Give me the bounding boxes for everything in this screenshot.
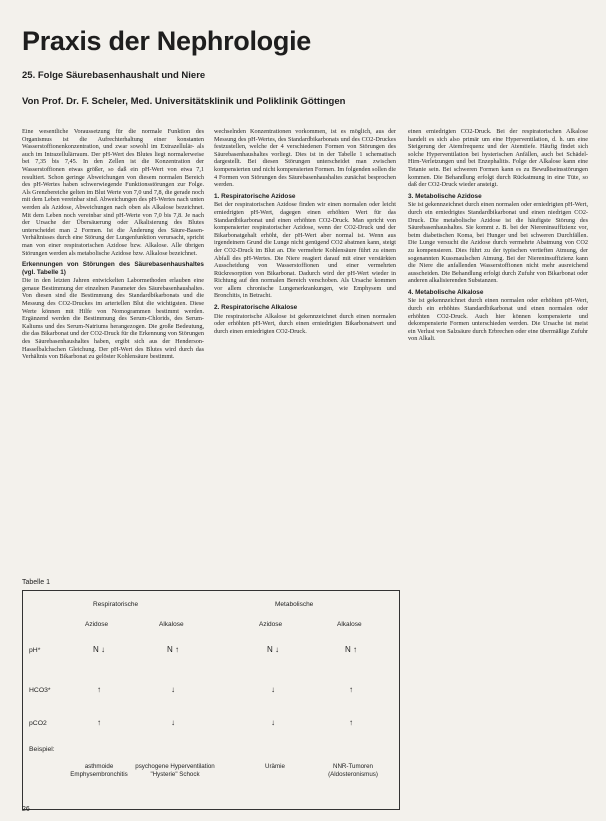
table-cell: ↓ xyxy=(271,718,275,727)
table-caption: Tabelle 1 xyxy=(22,579,51,586)
section-heading: 1. Respiratorische Azidose xyxy=(214,192,296,200)
table-cell: N ↓ xyxy=(93,645,105,654)
text-column-3 xyxy=(408,128,588,808)
table-cell: ↓ xyxy=(271,685,275,694)
paragraph: Eine wesentliche Voraussetzung für die normale Funktion des Organismus ist die Aufrechterhaltung einer konstanten Wasserstoffionenkonzentration, und zwar sowohl im Extrazellulär- als auch im Intrazellulärraum. Der pH-Wert des Blutes liegt normalerweise bei 7,35 bis 7,45. In den Zellen ist die Konzentration der Wasserstoffionen etwas größer, so daß ein pH-Wert von etwa 7,1 resultiert. Schon geringe Abweichungen von diesem normalen Bereich des pH-Wertes haben schwerwiegende Funktionsstörungen zur Folge. Als Grenzbereiche gelten im Blut Werte von 7,0 und 7,8, die gerade noch mit dem Leben vereinbar sind. Abweichungen des pH-Wertes nach unten werden als Azidose, Abweichungen nach oben als Alkalose bezeichnet. Mit dem Leben noch vereinbar sind pH-Werte von 7,0 bis 7,8. Je nach der Ursache der Übersäuerung oder Alkalisierung des Blutes unterscheidet man 2 Formen. Ist die Änderung des Säure-Basen-Verhältnisses durch eine Störung der Lungenfunktion verursacht, spricht man von einer respiratorischen Azidose bzw. Alkalose. Alle übrigen Störungen werden als metabolische Azidose bzw. Alkalose bezeichnet. xyxy=(22,128,204,257)
table-cell: N ↑ xyxy=(167,645,179,654)
table-example: psychogene Hyperventilation "Hysterie" Schock xyxy=(135,763,215,778)
paragraph: einen erniedrigten CO2-Druck. Bei der respiratorischen Alkalose handelt es sich also primär um eine Hyperventilation, d. h. um eine Steigerung der Atemfrequenz und der Atemtiefe. Häufig findet sich solche Hyperventilation bei hysterischen Anfällen, auch bei Schädel-Hirn-Verletzungen und bei Enzephalitis. Folge der Alkalose kann eine Tetanie sein. Bei schweren Formen kann es zu Bewußtseinsstörungen kommen. Die Behandlung erfolgt durch Rückatmung in eine Tüte, so daß der CO2-Druck wieder ansteigt. xyxy=(408,128,588,189)
section-heading: 2. Respiratorische Alkalose xyxy=(214,304,298,312)
table-cell: ↑ xyxy=(349,685,353,694)
table-row-label-ph: pH* xyxy=(29,647,41,654)
table-group-header-metabolic: Metabolische xyxy=(275,601,314,608)
author-line: Von Prof. Dr. F. Scheler, Med. Universitätsklinik und Poliklinik Göttingen xyxy=(22,96,346,107)
table-example: Urämie xyxy=(265,763,285,770)
paragraph: Sie ist gekennzeichnet durch einen normalen oder erhöhten pH-Wert, durch ein erhöhtes Standardbikarbonat und einen normalen oder erhöhten CO2-Druck. Auch hier können kompensierte und dekompensierte Formen unterschieden werden. Die Ursache ist meist ein Verlust von Salzsäure durch Erbrechen oder eine übermäßige Zufuhr von Alkali. xyxy=(408,297,588,343)
section-heading: 3. Metabolische Azidose xyxy=(408,192,482,200)
page-title: Praxis der Nephrologie xyxy=(22,26,311,56)
table-group-header-respiratory: Respiratorische xyxy=(93,601,139,608)
section-heading: Erkennungen von Störungen des Säurebasenhaushaltes (vgl. Tabelle 1) xyxy=(22,261,204,276)
table-cell: N ↑ xyxy=(345,645,357,654)
paragraph: Die respiratorische Alkalose ist gekennzeichnet durch einen normalen oder erhöhten pH-Wert, durch einen erniedrigten Bikarbonatwert und durch einen erniedrigten CO2-Druck. xyxy=(214,312,396,335)
table-col-header: Azidose xyxy=(259,621,283,628)
paragraph: Die in den letzten Jahren entwickelten Labormethoden erlauben eine genaue Bestimmung der einzelnen Parameter des Säurebasenhaushaltes. Von diesen sind die Bestimmung des Standardbikarbonats und die Messung des CO2-Druckes im arteriellen Blut die wichtigsten. Diese Werte können mit Hilfe von Nomogrammen bestimmt werden. Ergänzend werden die Bestimmung des Serum-Chlorids, des Serum-Kaliums und des Serum-Natriums herangezogen. Die große Bedeutung, die das Bikarbonat und der CO2-Druck für die Erkennung von Störungen des Säurebasenhaushaltes haben, ergibt sich aus der Henderson-Hasselbalchschen Gleichung. Der pH-Wert des Blutes wird durch das Verhältnis von Bikarbonat zu gelöster Kohlensäure bestimmt. xyxy=(22,277,204,361)
text-column-1 xyxy=(22,128,204,570)
paragraph: wechselnden Konzentrationen vorkommen, ist es möglich, aus der Messung des pH-Wertes, des Standardbikarbonats und des CO2-Druckes festzustellen, welche der 4 verschiedenen Formen von Störungen des Säurebasenhaushaltes vorliegt. Dies ist in der Tabelle 1 schematisch dargestellt. Bei diesen Störungen unterscheidet man zwischen kompensierten und nicht kompensierten Formen. Im folgenden sollen die 4 Formen von Störungen des Säurebasenhaushaltes zunächst besprochen werden. xyxy=(214,128,396,189)
paragraph: Sie ist gekennzeichnet durch einen normalen oder erniedrigten pH-Wert, durch ein erniedrigtes Standardbikarbonat und einen niedrigen CO2-Druck. Die metabolische Azidose ist die häufigste Störung des Säurebasenhaushaltes. Sie kommt z. B. bei der Niereninsuffizienz vor, beim diabetischen Koma, bei Hunger und bei schweren Durchfällen. Die Lunge versucht die Azidose durch vermehrte Abatmung von CO2 zu kompensieren. Dies führt zu der typischen vertieften Atmung, der sogenannten Kussmaulschen Atmung. Bei der Niereninsuffizienz kann die Niere die anfallenden Wasserstoffionen nicht mehr ausreichend ausscheiden. Die Behandlung erfolgt durch Zufuhr von Bikarbonat oder anderen alkalisierenden Substanzen. xyxy=(408,201,588,285)
table-1 xyxy=(22,590,400,810)
table-cell: ↓ xyxy=(171,685,175,694)
table-row-label-examples: Beispiel: xyxy=(29,746,55,753)
table-example: NNR-Tumoren (Aldosteronismus) xyxy=(328,763,378,778)
table-col-header: Azidose xyxy=(85,621,109,628)
table-cell: ↑ xyxy=(97,718,101,727)
paragraph: Bei der respiratorischen Azidose finden wir einen normalen oder leicht erniedrigten pH-Wert, dagegen einen erhöhten Wert für das Standardbikarbonat und einen erhöhten CO2-Druck. Man spricht von kompensierter respiratorischer Azidose, wenn der CO2-Druck und der Bikarbonatgehalt erhöht, der pH-Wert aber normal ist. Wenn aus irgendeinem Grund die Lunge nicht genügend CO2 abatmen kann, steigt der CO2-Druck im Blut an. Die vermehrte Kohlensäure führt zu einem Abfall des pH-Wertes. Die Niere reagiert darauf mit einer verstärkten Ausscheidung von Wasserstoffionen und einer vermehrten Rückresorption von Bikarbonat. Dadurch wird der pH-Wert wieder in Richtung auf den normalen Bereich verschoben. Als Ursache kommen vor allem chronische Lungenerkrankungen, wie Emphysem und Bronchitis, in Betracht. xyxy=(214,201,396,300)
table-col-header: Alkalose xyxy=(337,621,362,628)
table-cell: ↑ xyxy=(349,718,353,727)
table-row-label-hco3: HCO3* xyxy=(29,687,51,694)
page-number: 26 xyxy=(22,806,30,813)
text-column-2 xyxy=(214,128,396,570)
table-col-header: Alkalose xyxy=(159,621,184,628)
table-cell: ↓ xyxy=(171,718,175,727)
table-cell: N ↓ xyxy=(267,645,279,654)
table-example: asthmoide Emphysembronchitis xyxy=(70,763,128,778)
series-subtitle: 25. Folge Säurebasenhaushalt und Niere xyxy=(22,70,206,81)
table-cell: ↑ xyxy=(97,685,101,694)
section-heading: 4. Metabolische Alkalose xyxy=(408,288,484,296)
table-row-label-pco2: pCO2 xyxy=(29,720,47,727)
